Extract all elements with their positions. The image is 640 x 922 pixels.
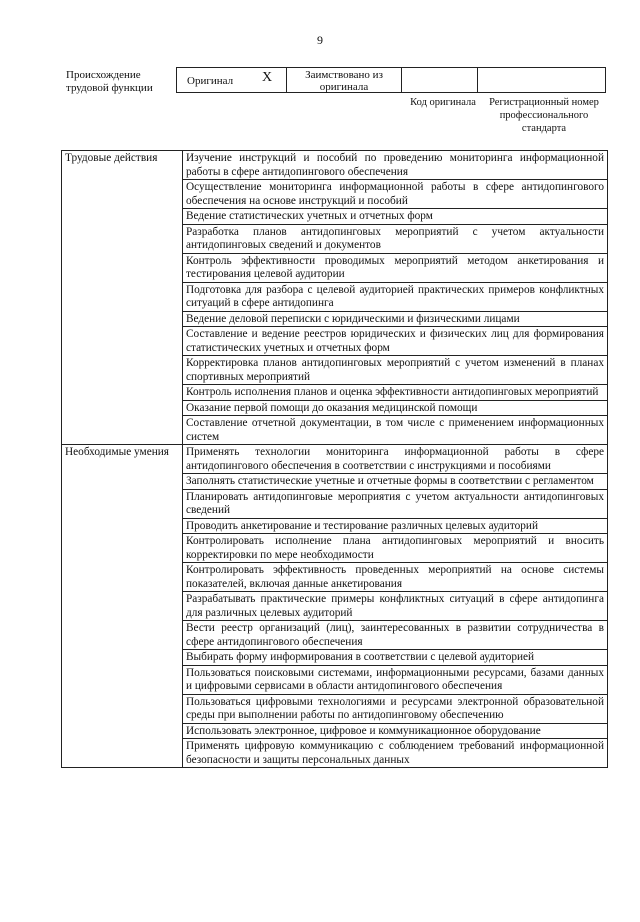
table-cell-item: Проводить анкетирование и тестирование различных целевых аудиторий bbox=[183, 518, 608, 534]
code-cell bbox=[402, 68, 478, 92]
table-cell-item: Пользоваться поисковыми системами, информационными ресурсами, базами данных и цифровыми сервисами в области антидопингового обеспечения bbox=[183, 665, 608, 694]
table-cell-item: Вести реестр организаций (лиц), заинтересованных в развитии сотрудничества в сфере антидопингового обеспечения bbox=[183, 621, 608, 650]
section-title: Трудовые действия bbox=[62, 151, 183, 445]
functions-table bbox=[61, 150, 608, 768]
table-cell-item: Ведение статистических учетных и отчетных форм bbox=[183, 209, 608, 225]
reg-number-cell bbox=[478, 68, 605, 92]
reg-number-label: Регистрационный номер профессионального стандарта bbox=[489, 97, 599, 134]
table-cell-item: Контролировать эффективность проведенных мероприятий на основе системы показателей, включая данные анкетирования bbox=[183, 563, 608, 592]
original-mark: X bbox=[262, 70, 273, 85]
table-cell-item: Контролировать исполнение плана антидопинговых мероприятий и вносить корректировки по мере необходимости bbox=[183, 534, 608, 563]
origin-label: Происхождение трудовой функции bbox=[66, 69, 153, 94]
table-cell-item: Оказание первой помощи до оказания медицинской помощи bbox=[183, 400, 608, 416]
table-cell-item: Использовать электронное, цифровое и коммуникационное оборудование bbox=[183, 723, 608, 739]
section-title: Необходимые умения bbox=[62, 445, 183, 768]
original-label: Оригинал bbox=[187, 75, 234, 87]
table-cell-item: Контроль исполнения планов и оценка эффективности антидопинговых мероприятий bbox=[183, 385, 608, 401]
table-cell-item: Осуществление мониторинга информационной работы в сфере антидопингового обеспечения на основе инструкций и пособий bbox=[183, 180, 608, 209]
code-label: Код оригинала bbox=[410, 97, 476, 108]
table-row bbox=[62, 445, 608, 474]
table-cell-item: Выбирать форму информирования в соответствии с целевой аудиторией bbox=[183, 650, 608, 666]
borrowed-label: Заимствовано из оригинала bbox=[287, 68, 402, 92]
table-row bbox=[62, 151, 608, 180]
table-cell-item: Планировать антидопинговые мероприятия с учетом актуальности антидопинговых сведений bbox=[183, 489, 608, 518]
table-cell-item: Разработка планов антидопинговых мероприятий с учетом актуальности антидопинговых сведений и документов bbox=[183, 224, 608, 253]
table-cell-item: Применять цифровую коммуникацию с соблюдением требований информационной безопасности и защиты персональных данных bbox=[183, 739, 608, 768]
original-cell bbox=[177, 68, 287, 92]
table-cell-item: Разрабатывать практические примеры конфликтных ситуаций в сфере антидопинга для различных целевых аудиторий bbox=[183, 592, 608, 621]
table-cell-item: Применять технологии мониторинга информационной работы в сфере антидопингового обеспечения в соответствии с инструкциями и пособиями bbox=[183, 445, 608, 474]
table-cell-item: Составление и ведение реестров юридических и физических лиц для формирования статистических учетных и отчетных форм bbox=[183, 327, 608, 356]
table-cell-item: Ведение деловой переписки с юридическими и физическими лицами bbox=[183, 311, 608, 327]
table-cell-item: Корректировка планов антидопинговых мероприятий с учетом изменений в планах спортивных мероприятий bbox=[183, 356, 608, 385]
table-cell-item: Подготовка для разбора с целевой аудиторией практических примеров конфликтных ситуаций в сфере антидопинга bbox=[183, 282, 608, 311]
table-cell-item: Изучение инструкций и пособий по проведению мониторинга информационной работы в сфере антидопингового обеспечения bbox=[183, 151, 608, 180]
table-cell-item: Контроль эффективности проводимых мероприятий методом анкетирования и тестирования целевой аудитории bbox=[183, 253, 608, 282]
table-cell-item: Заполнять статистические учетные и отчетные формы в соответствии с регламентом bbox=[183, 474, 608, 490]
origin-table bbox=[176, 67, 606, 93]
page-number: 9 bbox=[317, 33, 323, 47]
table-cell-item: Пользоваться цифровыми технологиями и ресурсами электронной образовательной среды при выполнении работы по антидопинговому обеспечению bbox=[183, 694, 608, 723]
table-cell-item: Составление отчетной документации, в том числе с применением информационных систем bbox=[183, 416, 608, 445]
